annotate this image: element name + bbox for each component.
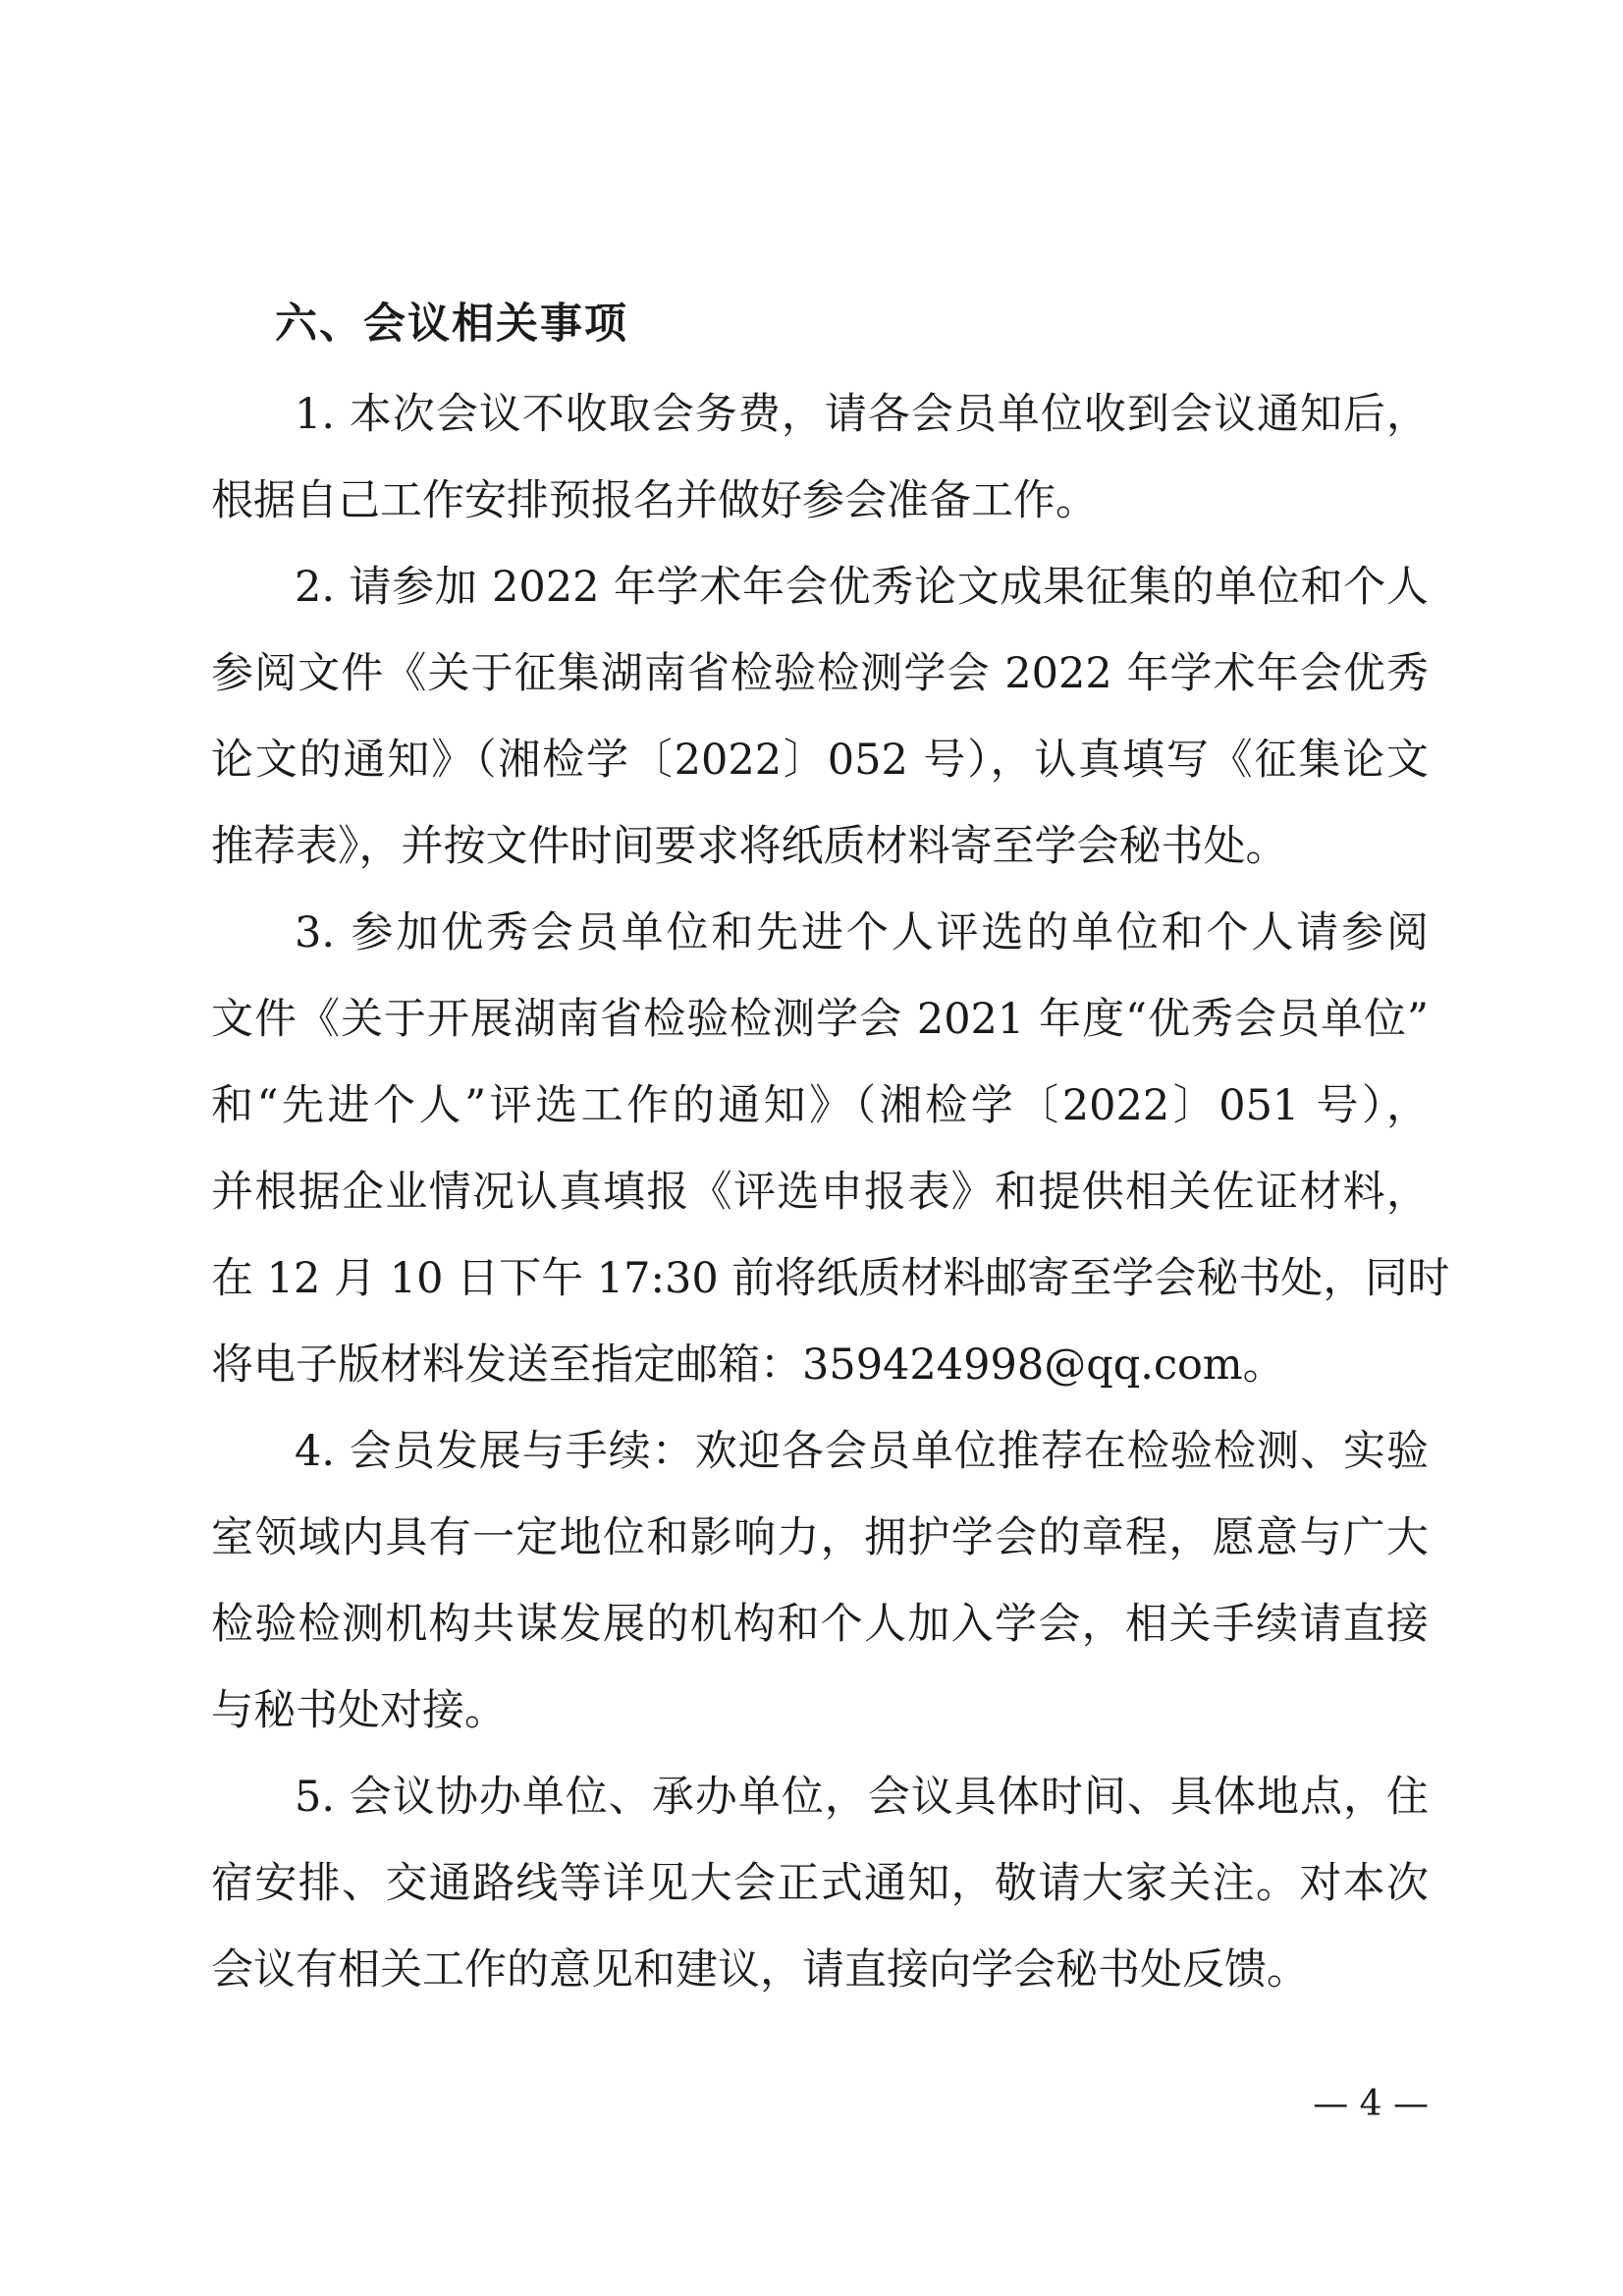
item-2-line-2: 参阅文件《关于征集湖南省检验检测学会 2022 年学术年会优秀 — [211, 649, 1429, 698]
item-4-line-3: 检验检测机构共谋发展的机构和个人加入学会，相关手续请直接 — [211, 1600, 1429, 1649]
item-1-line-2: 根据自己工作安排预报名并做好参会准备工作。 — [211, 476, 1098, 525]
item-5-line-2: 宿安排、交通路线等详见大会正式通知，敬请大家关注。对本次 — [211, 1859, 1429, 1908]
item-3-line-6: 将电子版材料发送至指定邮箱：359424998@qq.com。 — [211, 1340, 1285, 1390]
item-3-line-4: 并根据企业情况认真填报《评选申报表》和提供相关佐证材料， — [211, 1168, 1429, 1217]
item-4-line-1: 4. 会员发展与手续：欢迎各会员单位推荐在检验检测、实验 — [295, 1427, 1429, 1476]
item-3-line-5: 在 12 月 10 日下午 17:30 前将纸质材料邮寄至学会秘书处，同时 — [211, 1254, 1450, 1303]
item-5-line-1: 5. 会议协办单位、承办单位，会议具体时间、具体地点，住 — [295, 1773, 1429, 1822]
item-4-line-2: 室领域内具有一定地位和影响力，拥护学会的章程，愿意与广大 — [211, 1513, 1429, 1562]
item-3-line-3: 和“先进个人”评选工作的通知》（湘检学〔2022〕051 号）， — [211, 1081, 1429, 1130]
item-5-line-3: 会议有相关工作的意见和建议，请直接向学会秘书处反馈。 — [211, 1945, 1309, 1995]
item-1-line-1: 1. 本次会议不收取会务费，请各会员单位收到会议通知后， — [295, 390, 1429, 439]
item-2-line-4: 推荐表》，并按文件时间要求将纸质材料寄至学会秘书处。 — [211, 822, 1288, 871]
item-2-line-1: 2. 请参加 2022 年学术年会优秀论文成果征集的单位和个人 — [295, 563, 1429, 612]
item-2-line-3: 论文的通知》（湘检学〔2022〕052 号），认真填写《征集论文 — [211, 736, 1429, 785]
item-3-line-1: 3. 参加优秀会员单位和先进个人评选的单位和个人请参阅 — [295, 908, 1429, 957]
item-4-line-4: 与秘书处对接。 — [211, 1686, 507, 1735]
item-3-line-2: 文件《关于开展湖南省检验检测学会 2021 年度“优秀会员单位” — [211, 995, 1429, 1044]
section-heading: 六、会议相关事项 — [275, 300, 628, 349]
page-number: — 4 — — [1313, 2084, 1429, 2124]
